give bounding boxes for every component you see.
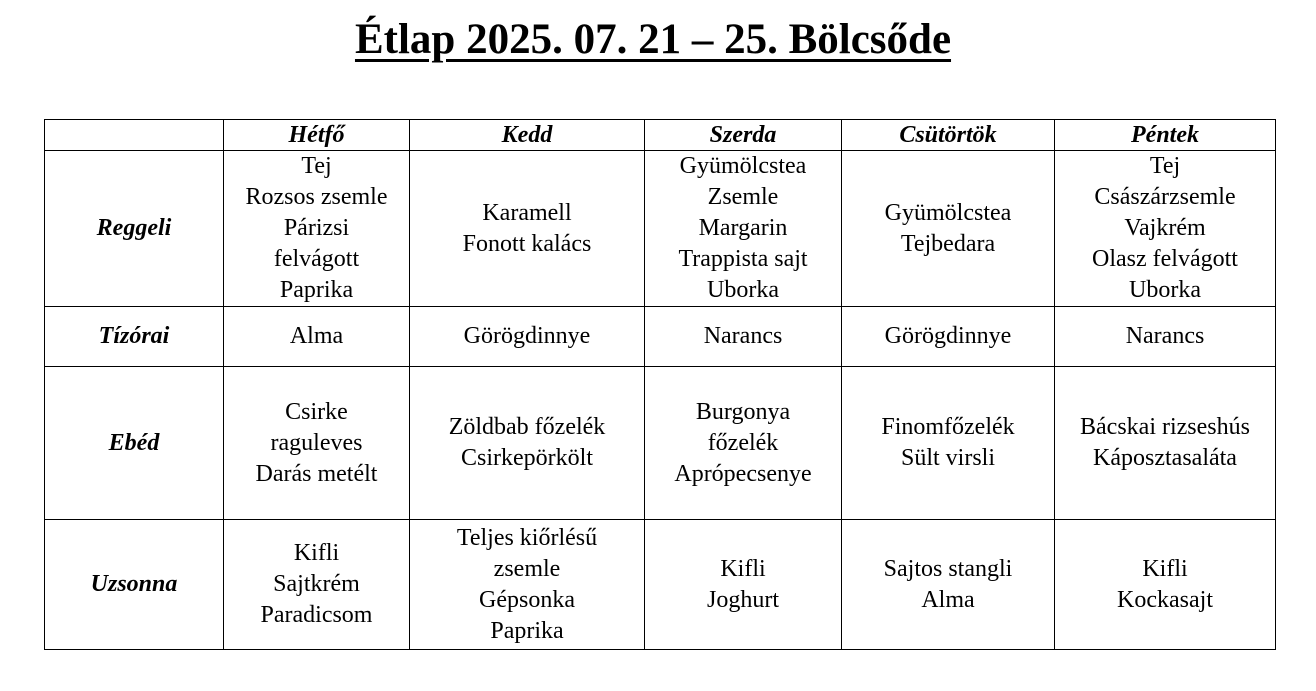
menu-cell-tuesday: [410, 367, 645, 520]
menu-item: Gyümölcstea: [679, 153, 807, 179]
header-corner-cell: [45, 120, 224, 151]
menu-cell-wednesday: [645, 151, 842, 307]
menu-item: Uborka: [1129, 277, 1201, 303]
menu-cell-friday: [1055, 307, 1276, 367]
menu-item: Csirke: [285, 398, 348, 425]
menu-item: Zsemle: [707, 184, 779, 210]
menu-item: Párizsi: [283, 215, 350, 241]
menu-item: Gyümölcstea: [884, 199, 1012, 226]
menu-cell-thursday: [842, 151, 1055, 307]
meal-label: Tízórai: [45, 307, 224, 367]
menu-item: Bácskai rizseshús: [1080, 414, 1250, 440]
menu-item: Uborka: [707, 277, 779, 303]
menu-item: Tej: [1149, 153, 1181, 179]
menu-item: Tej: [301, 153, 332, 179]
day-header-friday: Péntek: [1055, 120, 1276, 151]
menu-item: Paradicsom: [260, 602, 373, 628]
meal-row: [45, 520, 1276, 650]
menu-item: Finomfőzelék: [881, 414, 1015, 440]
menu-item: Kifli: [720, 555, 766, 582]
menu-item: Császárzsemle: [1094, 184, 1236, 210]
day-header-thursday: Csütörtök: [842, 120, 1055, 151]
meal-label: Reggeli: [45, 151, 224, 307]
menu-cell-wednesday: [645, 367, 842, 520]
menu-item: Zöldbab főzelék: [448, 414, 606, 440]
menu-item: Gépsonka: [479, 586, 575, 613]
menu-cell-thursday: [842, 520, 1055, 650]
menu-cell-tuesday: [410, 520, 645, 650]
menu-cell-tuesday: [410, 307, 645, 367]
day-header-wednesday: Szerda: [645, 120, 842, 151]
meal-row: [45, 151, 1276, 307]
menu-item: Sajtos stangli: [883, 555, 1013, 582]
menu-cell-tuesday: [410, 151, 645, 307]
page-title: [0, 14, 1306, 66]
meal-label: Ebéd: [45, 367, 224, 520]
page-title-text: Étlap 2025. 07. 21 – 25. Bölcsőde: [354, 16, 952, 63]
menu-item: Joghurt: [707, 586, 779, 613]
menu-item: Paprika: [279, 277, 354, 303]
menu-item: Csirkepörkölt: [461, 445, 593, 471]
menu-item: Karamell: [482, 199, 572, 226]
menu-item: Alma: [289, 323, 344, 349]
meal-row: [45, 307, 1276, 367]
menu-item: Kockasajt: [1117, 586, 1213, 613]
menu-item: Káposztasaláta: [1093, 445, 1237, 471]
menu-cell-monday: [224, 307, 410, 367]
menu-item: Sült virsli: [900, 445, 996, 471]
menu-item: Teljes kiőrlésű: [456, 524, 598, 551]
menu-item: Tejbedara: [900, 230, 996, 257]
menu-table: [44, 119, 1276, 650]
menu-cell-monday: [224, 520, 410, 650]
menu-cell-thursday: [842, 307, 1055, 367]
menu-item: Burgonya: [695, 398, 791, 425]
menu-item: Görögdinnye: [884, 323, 1012, 349]
menu-cell-wednesday: [645, 307, 842, 367]
day-header-tuesday: Kedd: [410, 120, 645, 151]
menu-item: Görögdinnye: [463, 323, 591, 349]
menu-item: Olasz felvágott: [1092, 246, 1238, 272]
day-header-monday: Hétfő: [224, 120, 410, 151]
menu-cell-friday: [1055, 520, 1276, 650]
menu-item: Narancs: [703, 323, 783, 349]
menu-item: főzelék: [707, 429, 779, 456]
menu-item: Narancs: [1125, 323, 1205, 349]
menu-cell-thursday: [842, 367, 1055, 520]
menu-cell-friday: [1055, 151, 1276, 307]
menu-item: Aprópecsenye: [674, 460, 812, 487]
menu-item: Paprika: [490, 617, 564, 644]
meal-label: Uzsonna: [45, 520, 224, 650]
menu-item: Fonott kalács: [462, 230, 592, 257]
menu-item: Margarin: [698, 215, 788, 241]
menu-item: zsemle: [493, 555, 561, 582]
menu-item: Darás metélt: [255, 460, 378, 487]
menu-item: Sajtkrém: [273, 571, 360, 597]
meal-row: [45, 367, 1276, 520]
header-row: [45, 120, 1276, 151]
menu-item: raguleves: [270, 429, 363, 456]
menu-item: Alma: [921, 586, 975, 613]
menu-item: Rozsos zsemle: [245, 184, 388, 210]
menu-cell-monday: [224, 367, 410, 520]
menu-item: Vajkrém: [1124, 215, 1206, 241]
menu-cell-friday: [1055, 367, 1276, 520]
menu-item: Trappista sajt: [678, 246, 808, 272]
menu-cell-monday: [224, 151, 410, 307]
menu-item: felvágott: [273, 246, 360, 272]
menu-item: Kifli: [1142, 555, 1188, 582]
menu-cell-wednesday: [645, 520, 842, 650]
menu-item: Kifli: [293, 540, 340, 566]
